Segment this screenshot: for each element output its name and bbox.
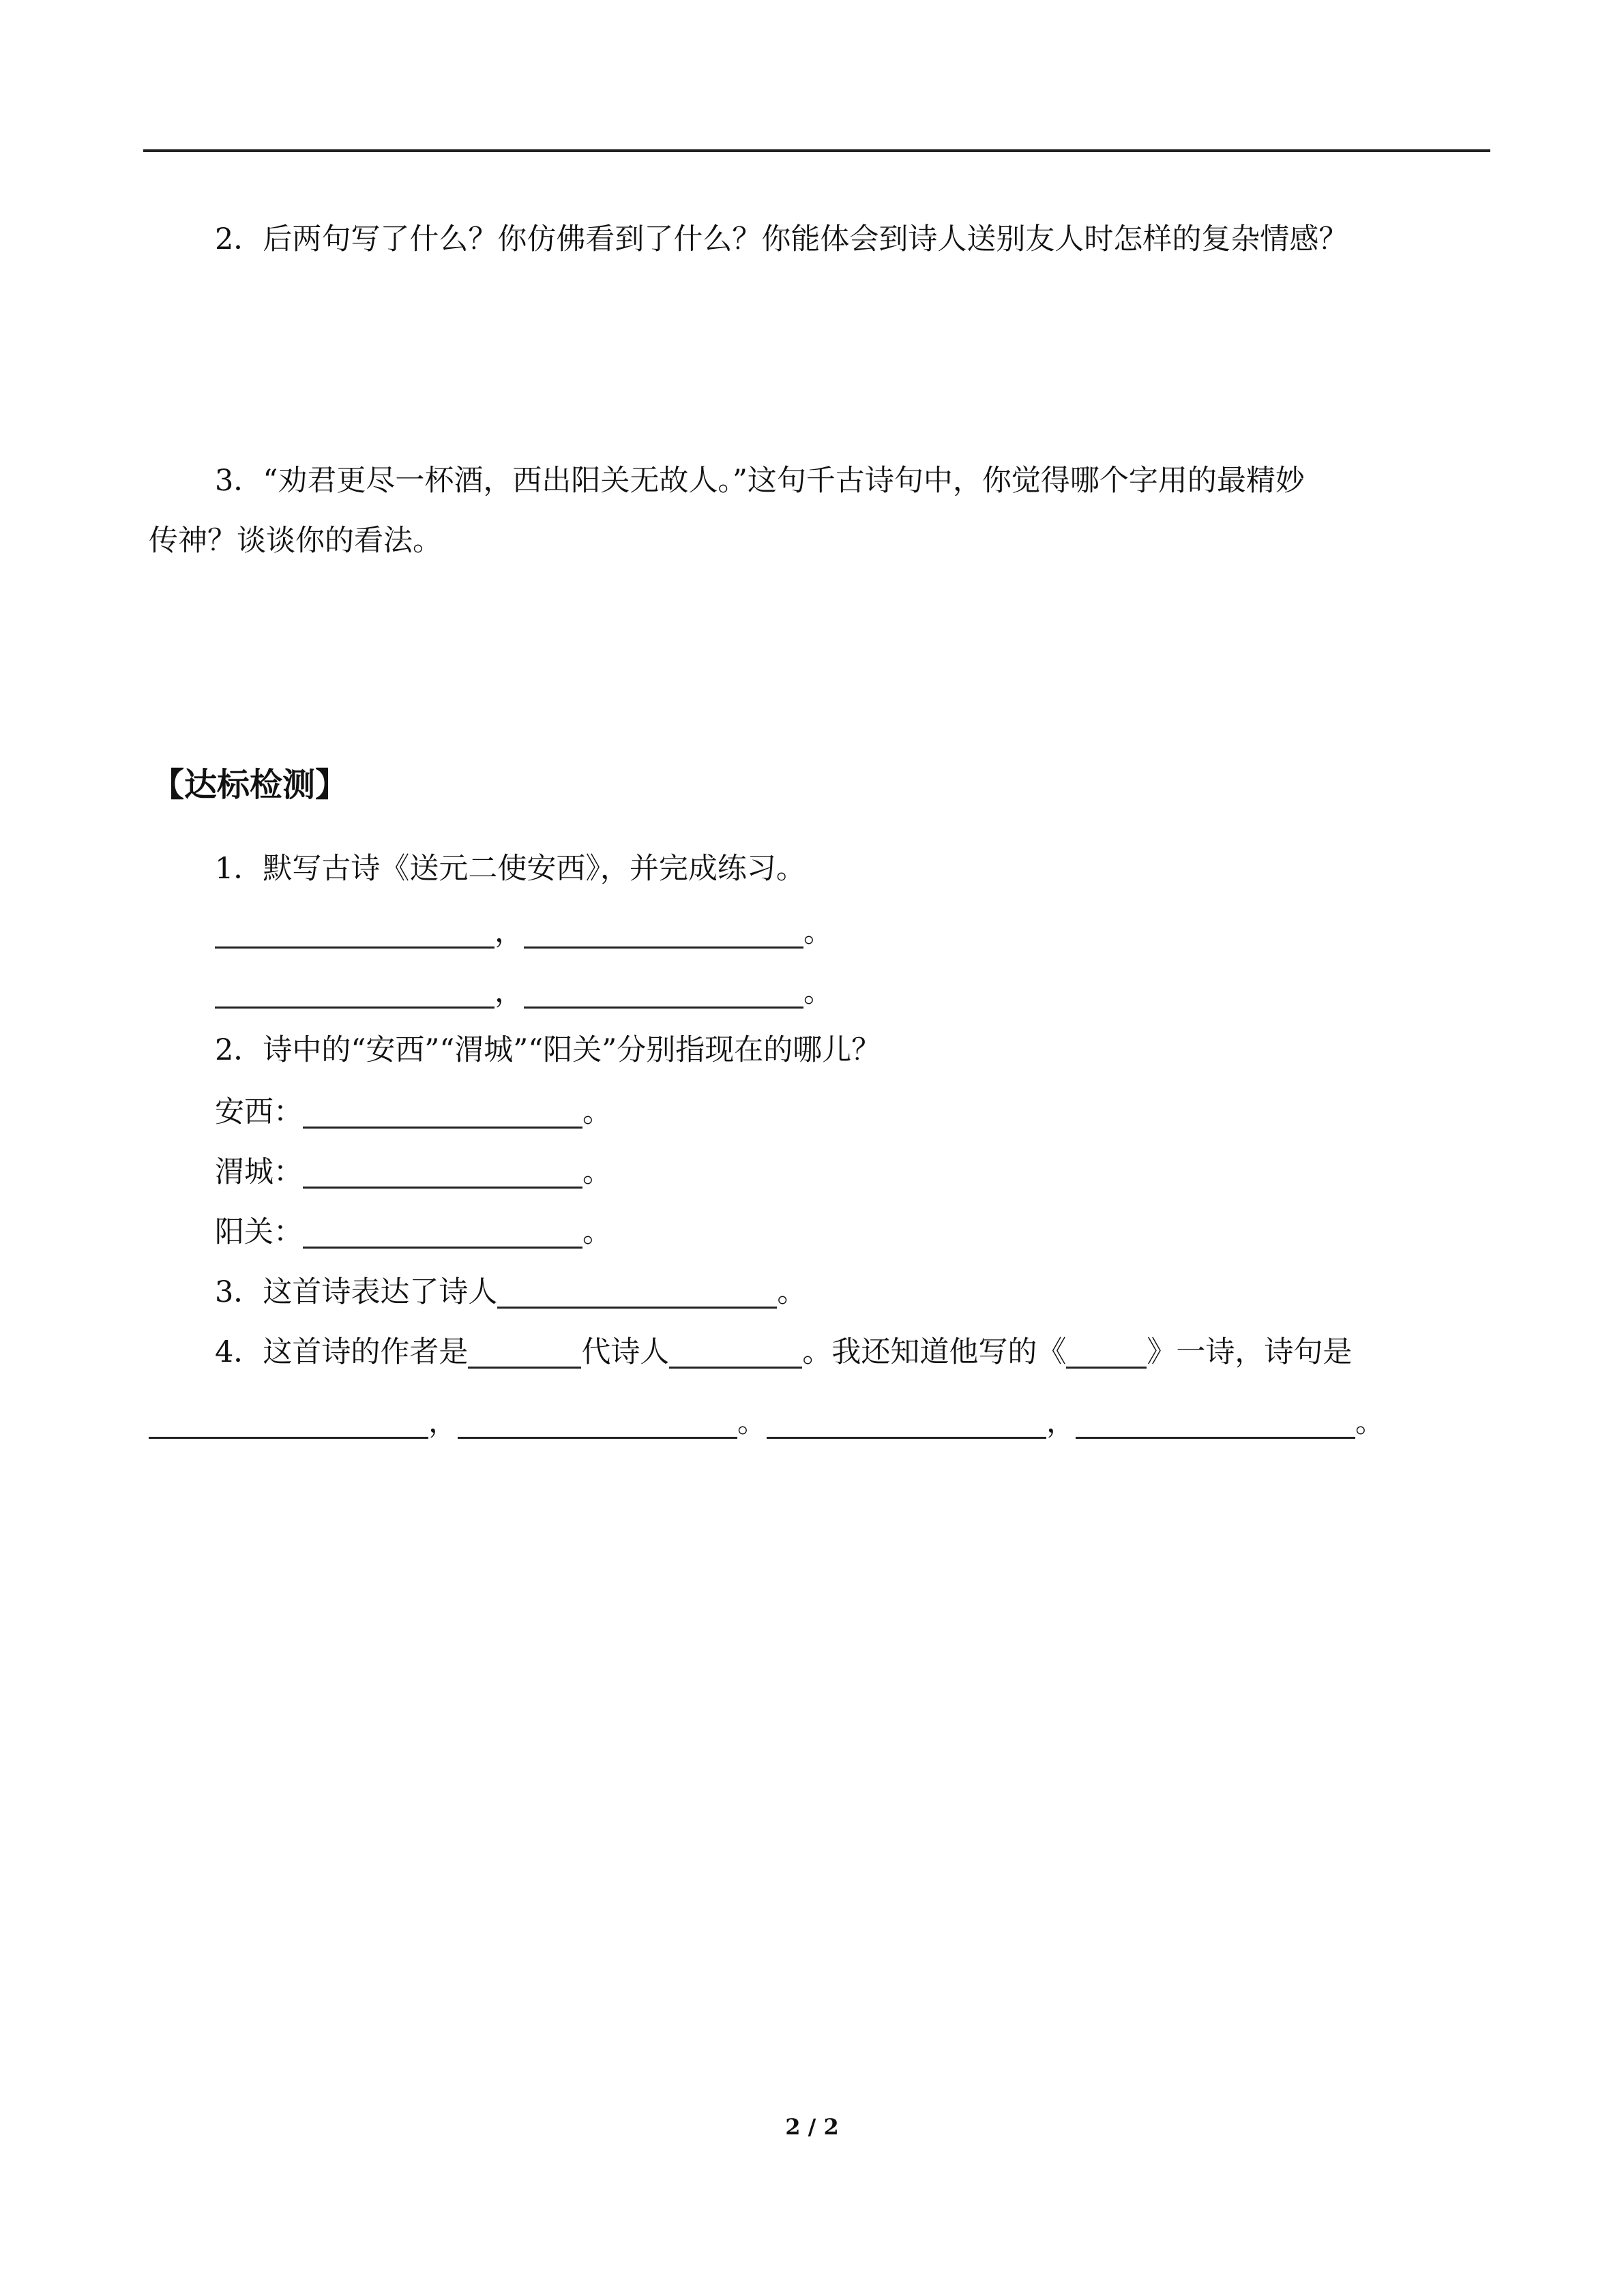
blank-poem-1b[interactable] bbox=[524, 916, 803, 949]
weicheng-row: 渭城： 。 bbox=[215, 1155, 612, 1189]
test-question-4: 4．这首诗的作者是 代诗人 。我还知道他写的《 》一诗，诗句是 bbox=[215, 1335, 1353, 1369]
blank-verse-2[interactable] bbox=[458, 1407, 737, 1439]
blank-anxi[interactable] bbox=[303, 1097, 582, 1129]
blank-dynasty[interactable] bbox=[468, 1337, 581, 1369]
header-rule bbox=[143, 149, 1490, 152]
anxi-row: 安西： 。 bbox=[215, 1095, 612, 1129]
blank-poem-2a[interactable] bbox=[215, 976, 494, 1009]
test-question-3: 3．这首诗表达了诗人 。 bbox=[215, 1275, 807, 1309]
blank-poem-2b[interactable] bbox=[524, 976, 803, 1009]
blank-emotion[interactable] bbox=[497, 1277, 777, 1309]
question-2: 2．后两句写了什么？你仿佛看到了什么？你能体会到诗人送别友人时怎样的复杂情感？ bbox=[215, 222, 1348, 256]
blank-poem-title[interactable] bbox=[1066, 1337, 1147, 1369]
page-number: 2 / 2 bbox=[785, 2114, 839, 2140]
test-question-2: 2．诗中的“安西”“渭城”“阳关”分别指现在的哪儿？ bbox=[215, 1033, 881, 1067]
yangguan-row: 阳关： 。 bbox=[215, 1215, 612, 1249]
question-3-line-1: 3．“劝君更尽一杯酒，西出阳关无故人。”这句千古诗句中，你觉得哪个字用的最精妙 bbox=[215, 464, 1305, 498]
test-question-4-continuation: ， 。 ， 。 bbox=[149, 1407, 1385, 1439]
blank-yangguan[interactable] bbox=[303, 1217, 582, 1249]
blank-poet[interactable] bbox=[669, 1337, 802, 1369]
blank-verse-1[interactable] bbox=[149, 1407, 428, 1439]
blank-weicheng[interactable] bbox=[303, 1157, 582, 1189]
poem-line-1: ， 。 bbox=[215, 916, 833, 949]
blank-poem-1a[interactable] bbox=[215, 916, 494, 949]
blank-verse-3[interactable] bbox=[767, 1407, 1046, 1439]
section-heading: 【达标检测】 bbox=[151, 766, 349, 804]
blank-verse-4[interactable] bbox=[1076, 1407, 1355, 1439]
poem-line-2: ， 。 bbox=[215, 976, 833, 1009]
question-3-line-2: 传神？谈谈你的看法。 bbox=[149, 524, 442, 558]
test-question-1: 1．默写古诗《送元二使安西》，并完成练习。 bbox=[215, 852, 806, 886]
